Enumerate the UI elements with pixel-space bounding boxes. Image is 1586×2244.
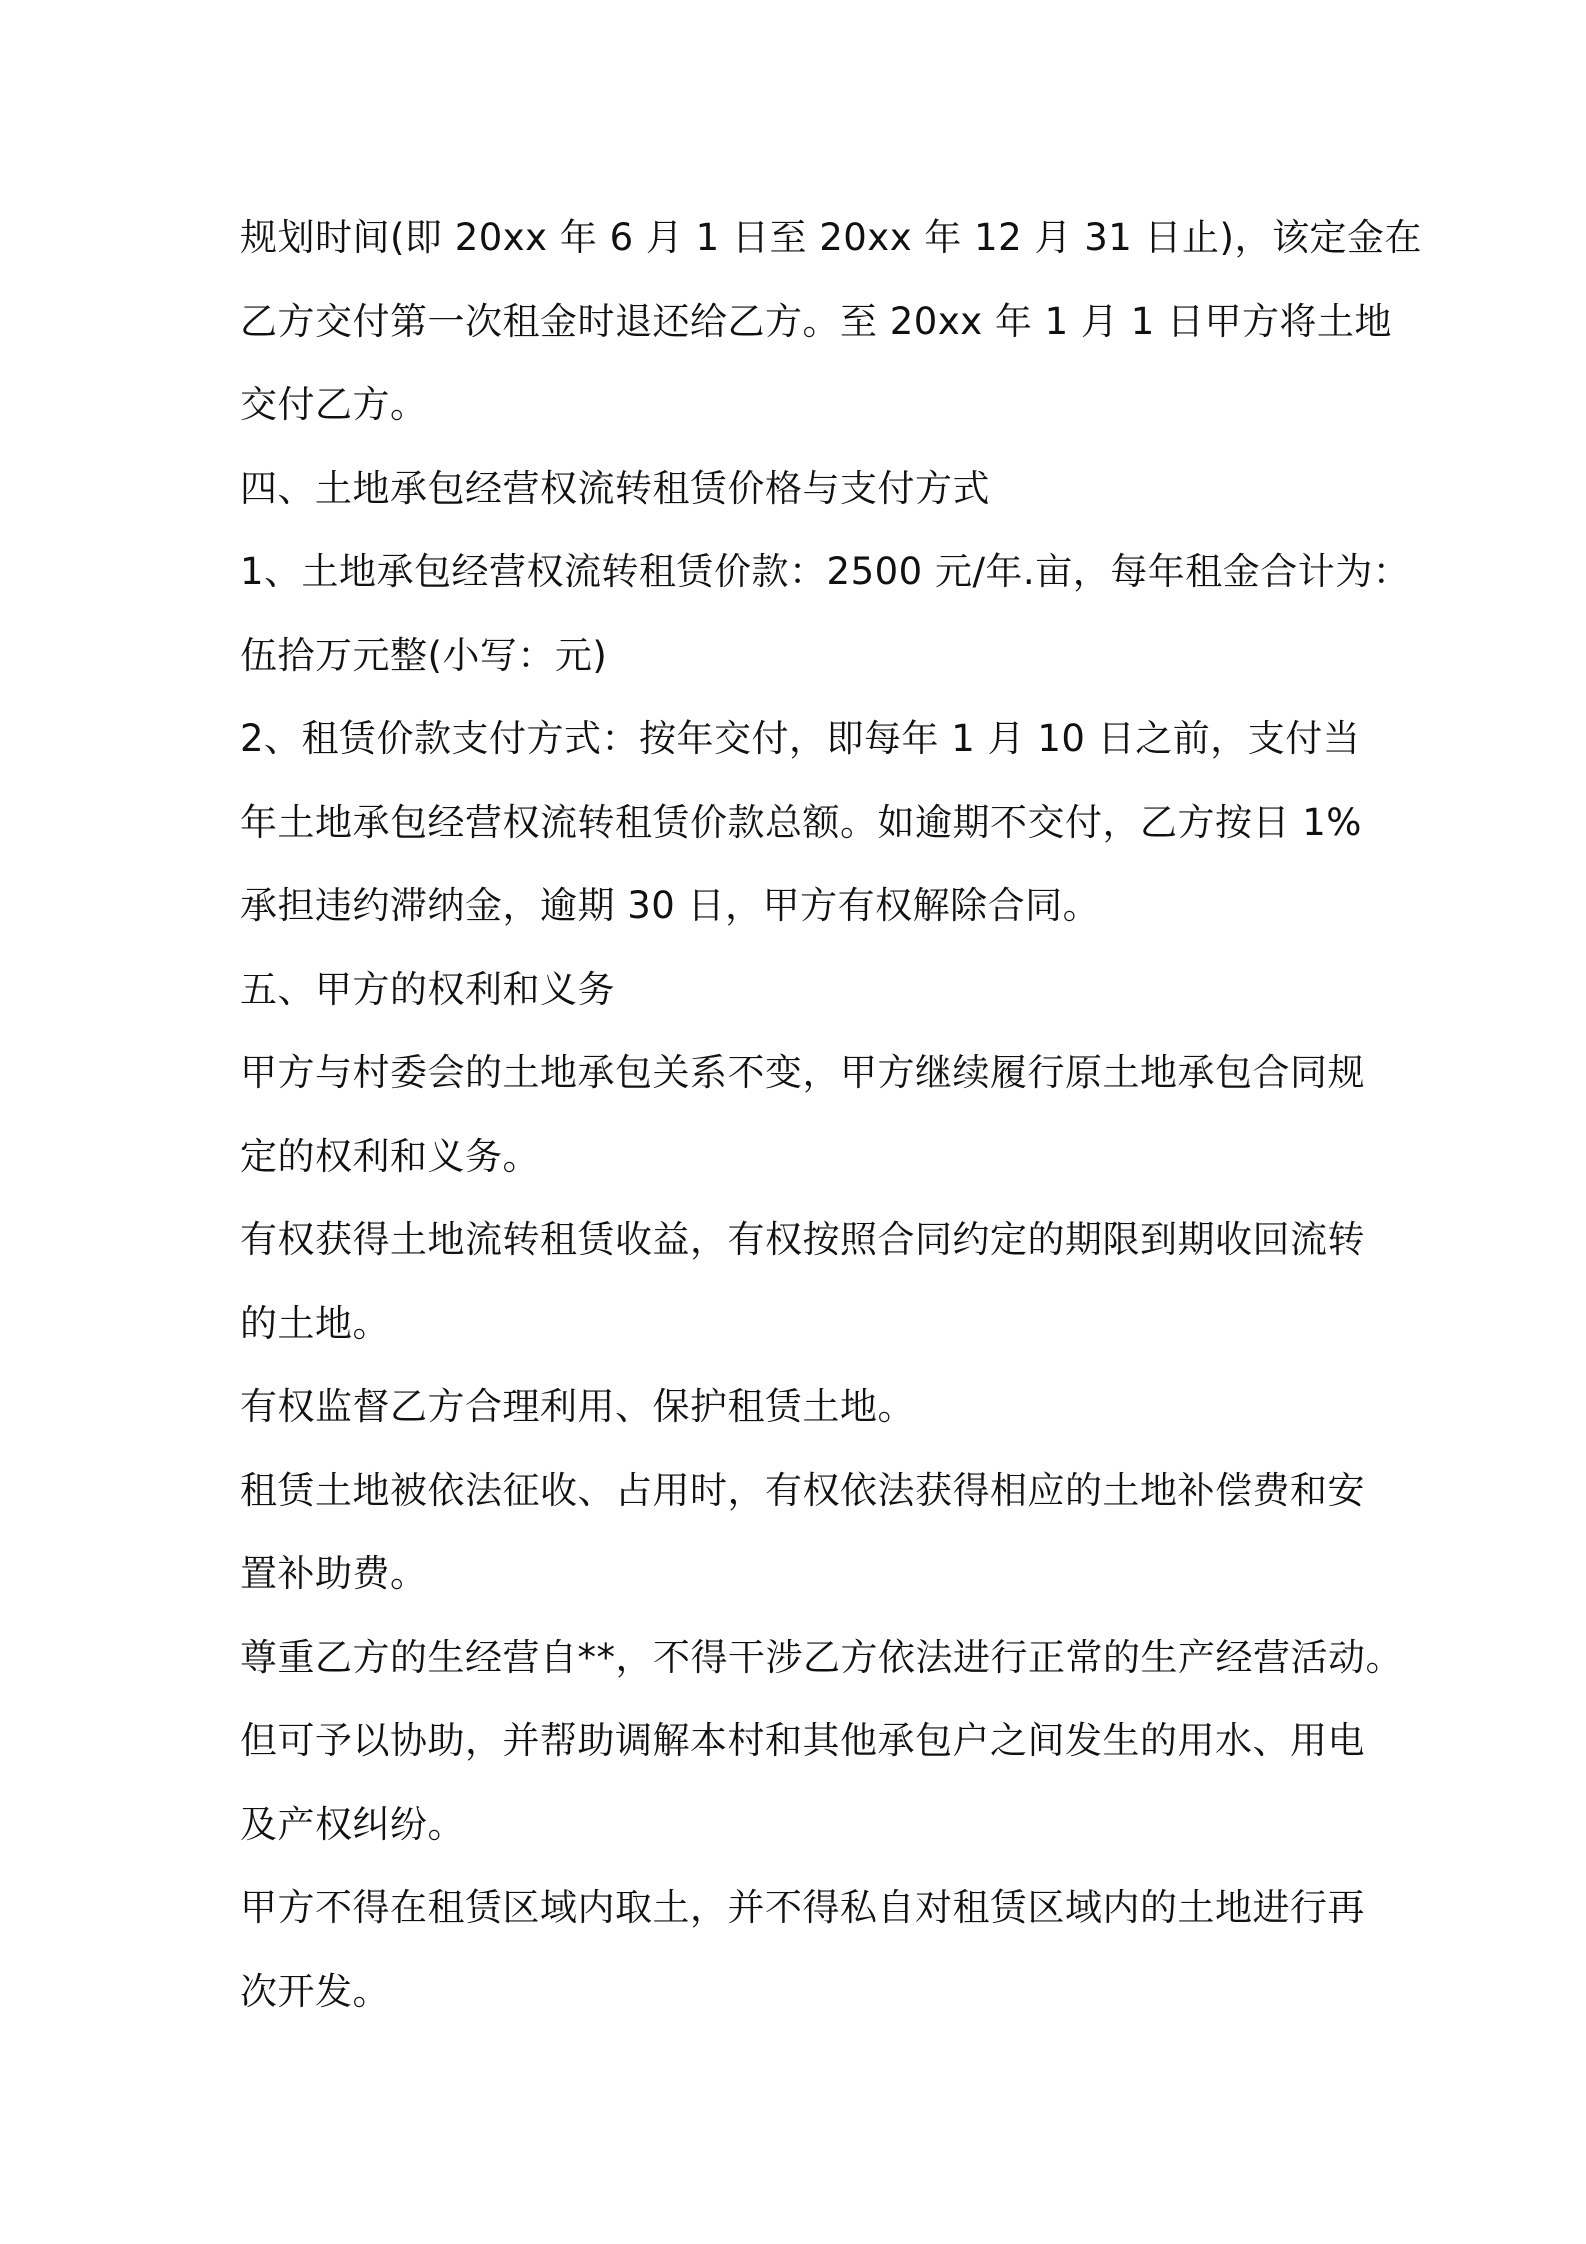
text-line: 规划时间(即 20xx 年 6 月 1 日至 20xx 年 12 月 31 日止)，该定金在 [240,216,1422,259]
text-line: 的土地。 [240,1301,390,1345]
section-heading-five: 五、甲方的权利和义务 [240,967,615,1011]
text-line: 有权监督乙方合理利用、保护租赁土地。 [240,1385,915,1428]
text-line: 交付乙方。 [240,383,428,426]
text-line: 租赁土地被依法征收、占用时，有权依法获得相应的土地补偿费和安 [240,1468,1365,1512]
section-heading-four: 四、土地承包经营权流转租赁价格与支付方式 [240,466,990,510]
text-line: 伍拾万元整(小写：元) [240,633,608,677]
text-line: 次开发。 [240,1969,390,2013]
text-line: 有权获得土地流转租赁收益，有权按照合同约定的期限到期收回流转 [240,1218,1365,1261]
text-line: 甲方与村委会的土地承包关系不变，甲方继续履行原土地承包合同规 [240,1051,1365,1094]
text-line: 及产权纠纷。 [240,1802,465,1846]
text-line: 定的权利和义务。 [240,1134,540,1178]
text-line: 但可予以协助，并帮助调解本村和其他承包户之间发生的用水、用电 [240,1719,1365,1762]
text-line: 尊重乙方的生经营自**，不得干涉乙方依法进行正常的生产经营活动。 [240,1635,1403,1679]
text-line: 1、土地承包经营权流转租赁价款：2500 元/年.亩，每年租金合计为： [240,550,1411,593]
text-line: 置补助费。 [240,1552,428,1595]
text-line: 承担违约滞纳金，逾期 30 日，甲方有权解除合同。 [240,884,1101,927]
document-body [240,196,1422,2033]
text-line: 年土地承包经营权流转租赁价款总额。如逾期不交付，乙方按日 1% [240,800,1362,844]
text-line: 2、租赁价款支付方式：按年交付，即每年 1 月 10 日之前，支付当 [240,717,1361,760]
text-line: 乙方交付第一次租金时退还给乙方。至 20xx 年 1 月 1 日甲方将土地 [240,299,1393,343]
text-line: 甲方不得在租赁区域内取土，并不得私自对租赁区域内的土地进行再 [240,1886,1365,1929]
